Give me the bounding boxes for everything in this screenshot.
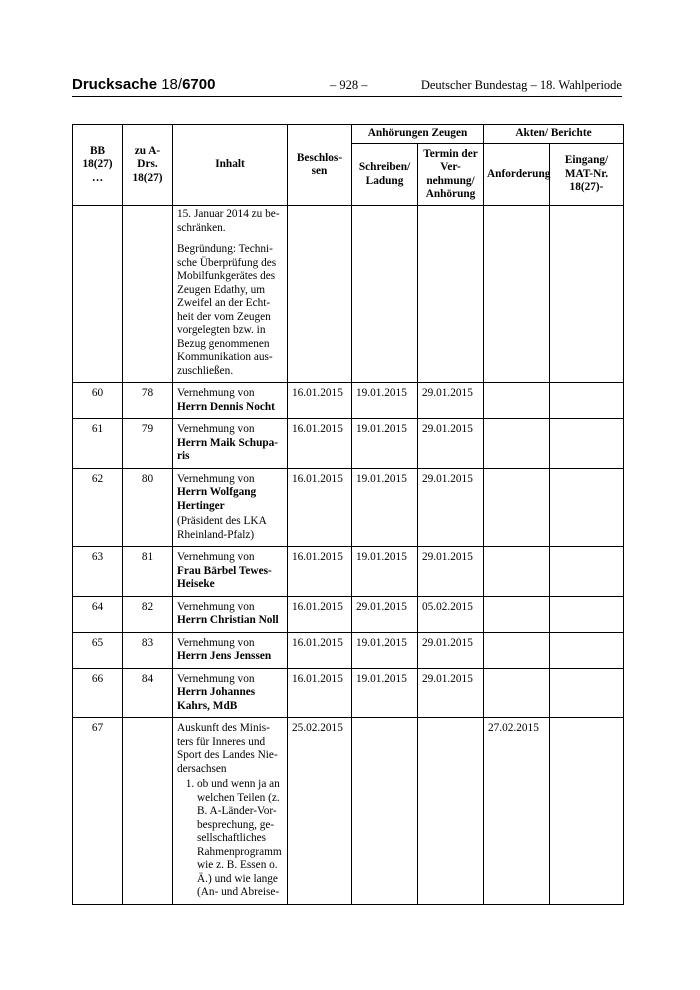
cell-schreiben: 19.01.2015 (352, 668, 418, 718)
header-schreiben: Schreiben/ Ladung (352, 144, 418, 206)
cell-bb: 64 (73, 596, 123, 632)
cell-bb: 62 (73, 468, 123, 547)
header-bb: BB 18(27) … (73, 125, 123, 206)
header-title: Deutscher Bundestag – 18. Wahlperiode (420, 78, 622, 92)
table-row (73, 718, 624, 905)
inhalt-intro: Vernehmung von (177, 636, 255, 649)
cell-eingang (550, 632, 624, 668)
cell-termin: 29.01.2015 (418, 547, 484, 597)
cell-bb: 65 (73, 632, 123, 668)
cell-inhalt (173, 596, 288, 632)
table-row (73, 468, 624, 547)
cell-eingang (550, 718, 624, 905)
cell-eingang (550, 383, 624, 419)
cell-termin: 29.01.2015 (418, 468, 484, 547)
cell-bb: 60 (73, 383, 123, 419)
person-role: (Präsident des LKA Rheinland-Pfalz) (177, 515, 267, 541)
cell-bb: 66 (73, 668, 123, 718)
cell-termin: 29.01.2015 (418, 632, 484, 668)
cell-termin: 05.02.2015 (418, 596, 484, 632)
cell-inhalt (173, 718, 288, 905)
cell-beschlossen: 25.02.2015 (288, 718, 352, 905)
cell-zu: 78 (123, 383, 173, 419)
cell-beschlossen: 16.01.2015 (288, 547, 352, 597)
cell-eingang (550, 547, 624, 597)
inhalt-list (177, 778, 283, 900)
cell-inhalt (173, 419, 288, 469)
person-name: Herrn Maik Schupa-ris (177, 436, 279, 462)
cell-zu: 79 (123, 419, 173, 469)
table-row (73, 419, 624, 469)
cell-beschlossen: 16.01.2015 (288, 668, 352, 718)
cell-eingang (550, 468, 624, 547)
cell-eingang (550, 596, 624, 632)
cell-zu: 82 (123, 596, 173, 632)
header-eingang: Eingang/ MAT-Nr. 18(27)- (550, 144, 624, 206)
cell-anforderung (484, 468, 550, 547)
cell-bb: 67 (73, 718, 123, 905)
cell-anforderung (484, 419, 550, 469)
table-cell (550, 206, 624, 383)
table-cell (73, 206, 123, 383)
table-row (73, 632, 624, 668)
inhalt-intro: Auskunft des Minis-ters für Inneres und Sport des Landes Nie-dersachsen (177, 722, 278, 775)
cell-schreiben: 19.01.2015 (352, 468, 418, 547)
cell-beschlossen: 16.01.2015 (288, 468, 352, 547)
inhalt-paragraph: Begründung: Techni-sche Überprüfung des Mobilfunkgerätes des Zeugen Edathy, um Zweifel an der Echt-heit der vom Zeugen vorgelegten bzw. in Bezug genommenen Kommunikation aus-zuschließen. (177, 243, 277, 377)
cell-zu: 81 (123, 547, 173, 597)
inhalt-intro: Vernehmung von (177, 551, 255, 563)
person-name: Herrn Christian Noll (177, 614, 279, 626)
cell-zu: 80 (123, 468, 173, 547)
person-name: Herrn Jens Jenssen (177, 650, 272, 662)
table-row (73, 547, 624, 597)
cell-zu (123, 718, 173, 905)
cell-zu: 84 (123, 668, 173, 718)
table-cell (418, 206, 484, 383)
header-inhalt: Inhalt (173, 125, 288, 206)
header-beschlossen: Beschlos-sen (288, 125, 352, 206)
table-row (73, 206, 624, 383)
page-number: – 928 – (330, 78, 368, 92)
cell-termin: 29.01.2015 (418, 383, 484, 419)
cell-eingang (550, 419, 624, 469)
cell-schreiben (352, 718, 418, 905)
inhalt-intro: Vernehmung von (177, 472, 255, 485)
cell-bb: 61 (73, 419, 123, 469)
cell-schreiben: 19.01.2015 (352, 383, 418, 419)
cell-termin (418, 718, 484, 905)
hearings-table (72, 124, 624, 905)
table-row (73, 668, 624, 718)
cell-inhalt (173, 547, 288, 597)
list-item: 1. ob und wenn ja an welchen Teilen (z. B. A-Länder-Vor-besprechung, ge-sellschaftliches Rahmenprogramm wie z. B. Essen o. Ä.) und wie lange (An- und Abreise- (197, 778, 283, 900)
cell-schreiben: 19.01.2015 (352, 547, 418, 597)
document-number-prefix: Drucksache (72, 76, 162, 93)
cell-schreiben: 19.01.2015 (352, 419, 418, 469)
cell-anforderung: 27.02.2015 (484, 718, 550, 905)
table-cell (352, 206, 418, 383)
page-header (72, 76, 622, 97)
document-number-suffix: 6700 (182, 76, 216, 93)
cell-anforderung (484, 632, 550, 668)
cell-inhalt (173, 468, 288, 547)
person-name: Herrn Dennis Nocht (177, 400, 275, 413)
cell-inhalt (173, 632, 288, 668)
cell-beschlossen: 16.01.2015 (288, 632, 352, 668)
inhalt-intro: Vernehmung von (177, 423, 255, 435)
person-name: Herrn Wolfgang Hertinger (177, 486, 257, 512)
cell-beschlossen: 16.01.2015 (288, 419, 352, 469)
document-number (72, 76, 215, 94)
header-anforderung: Anforderung (484, 144, 550, 206)
cell-inhalt (173, 668, 288, 718)
person-name: Herrn Johannes Kahrs, MdB (177, 686, 256, 712)
cell-schreiben: 19.01.2015 (352, 632, 418, 668)
inhalt-intro: Vernehmung von (177, 672, 255, 685)
table-cell (123, 206, 173, 383)
cell-anforderung (484, 547, 550, 597)
cell-inhalt (173, 383, 288, 419)
header-termin: Termin der Ver-nehmung/ Anhörung (418, 144, 484, 206)
cell-anforderung (484, 668, 550, 718)
table-cell-inhalt (173, 206, 288, 383)
cell-anforderung (484, 383, 550, 419)
document-number-period: 18/ (161, 76, 183, 93)
cell-anforderung (484, 596, 550, 632)
header-zu: zu A-Drs. 18(27) (123, 125, 173, 206)
cell-schreiben: 29.01.2015 (352, 596, 418, 632)
header-group-zeugen: Anhörungen Zeugen (352, 125, 484, 144)
inhalt-intro: Vernehmung von (177, 600, 255, 613)
cell-eingang (550, 668, 624, 718)
table-row (73, 596, 624, 632)
cell-beschlossen: 16.01.2015 (288, 383, 352, 419)
cell-beschlossen: 16.01.2015 (288, 596, 352, 632)
cell-termin: 29.01.2015 (418, 419, 484, 469)
table-row (73, 383, 624, 419)
table-cell (288, 206, 352, 383)
header-group-akten: Akten/ Berichte (484, 125, 624, 144)
cell-termin: 29.01.2015 (418, 668, 484, 718)
cell-bb: 63 (73, 547, 123, 597)
person-name: Frau Bärbel Tewes-Heiseke (177, 564, 272, 590)
inhalt-paragraph: 15. Januar 2014 zu be-schränken. (177, 208, 280, 234)
table-cell (484, 206, 550, 383)
inhalt-intro: Vernehmung von (177, 387, 255, 399)
cell-zu: 83 (123, 632, 173, 668)
